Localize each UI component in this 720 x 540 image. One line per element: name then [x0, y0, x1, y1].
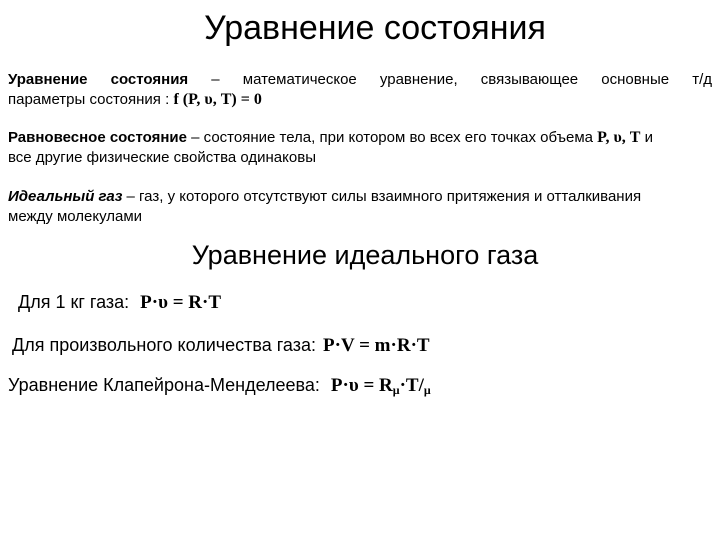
definition-tail: и — [640, 129, 653, 146]
formula-subscript: μ — [392, 383, 400, 397]
term-equilibrium-state: Равновесное состояние — [8, 129, 187, 146]
equation-label: Для 1 кг газа: — [18, 292, 130, 312]
equation-label: Уравнение Клапейрона-Менделеева: — [8, 375, 320, 395]
definition-line-1 — [8, 128, 712, 148]
formula-main: P·υ = R — [330, 375, 393, 396]
definition-text: – состояние тела, при котором во всех его точках объема — [186, 129, 598, 146]
definition-text: – математическое уравнение, связывающее основные т/д — [188, 71, 712, 88]
definition-text-2: параметры состояния : — [8, 91, 174, 108]
definition-line-2 — [8, 207, 712, 227]
equation-label: Для произвольного количества газа: — [12, 335, 317, 355]
definition-line-1 — [8, 187, 712, 207]
equation-1kg — [18, 290, 221, 315]
equation-formula — [331, 375, 431, 396]
definition-line-2 — [8, 148, 712, 168]
definition-line-1 — [8, 70, 712, 90]
section-title: Уравнение идеального газа — [191, 240, 539, 270]
equation-clapeyron-mendeleev — [8, 373, 431, 398]
definition-text-2: между молекулами — [8, 208, 143, 225]
state-variables: P, υ, T — [597, 129, 641, 146]
definition-line-2 — [8, 90, 712, 110]
definition-equation-of-state — [8, 70, 712, 110]
state-function-formula: f (P, υ, T) = 0 — [173, 91, 262, 108]
formula-mid: ·T/ — [399, 375, 424, 396]
definition-ideal-gas — [8, 187, 712, 227]
term-ideal-gas: Идеальный газ — [8, 188, 123, 205]
definition-text: – газ, у которого отсутствуют силы взаимного притяжения и отталкивания — [122, 188, 642, 205]
equation-formula: P·V = m·R·T — [323, 335, 430, 356]
definition-text-2: все другие физические свойства одинаковы — [8, 149, 316, 166]
page-title: Уравнение состояния — [204, 9, 546, 47]
term-equation-of-state: Уравнение состояния — [8, 71, 189, 88]
equation-formula: P·υ = R·T — [140, 292, 222, 313]
equation-arbitrary-amount — [12, 333, 430, 358]
formula-subscript-2: μ — [423, 383, 431, 397]
definition-equilibrium-state — [8, 128, 712, 168]
